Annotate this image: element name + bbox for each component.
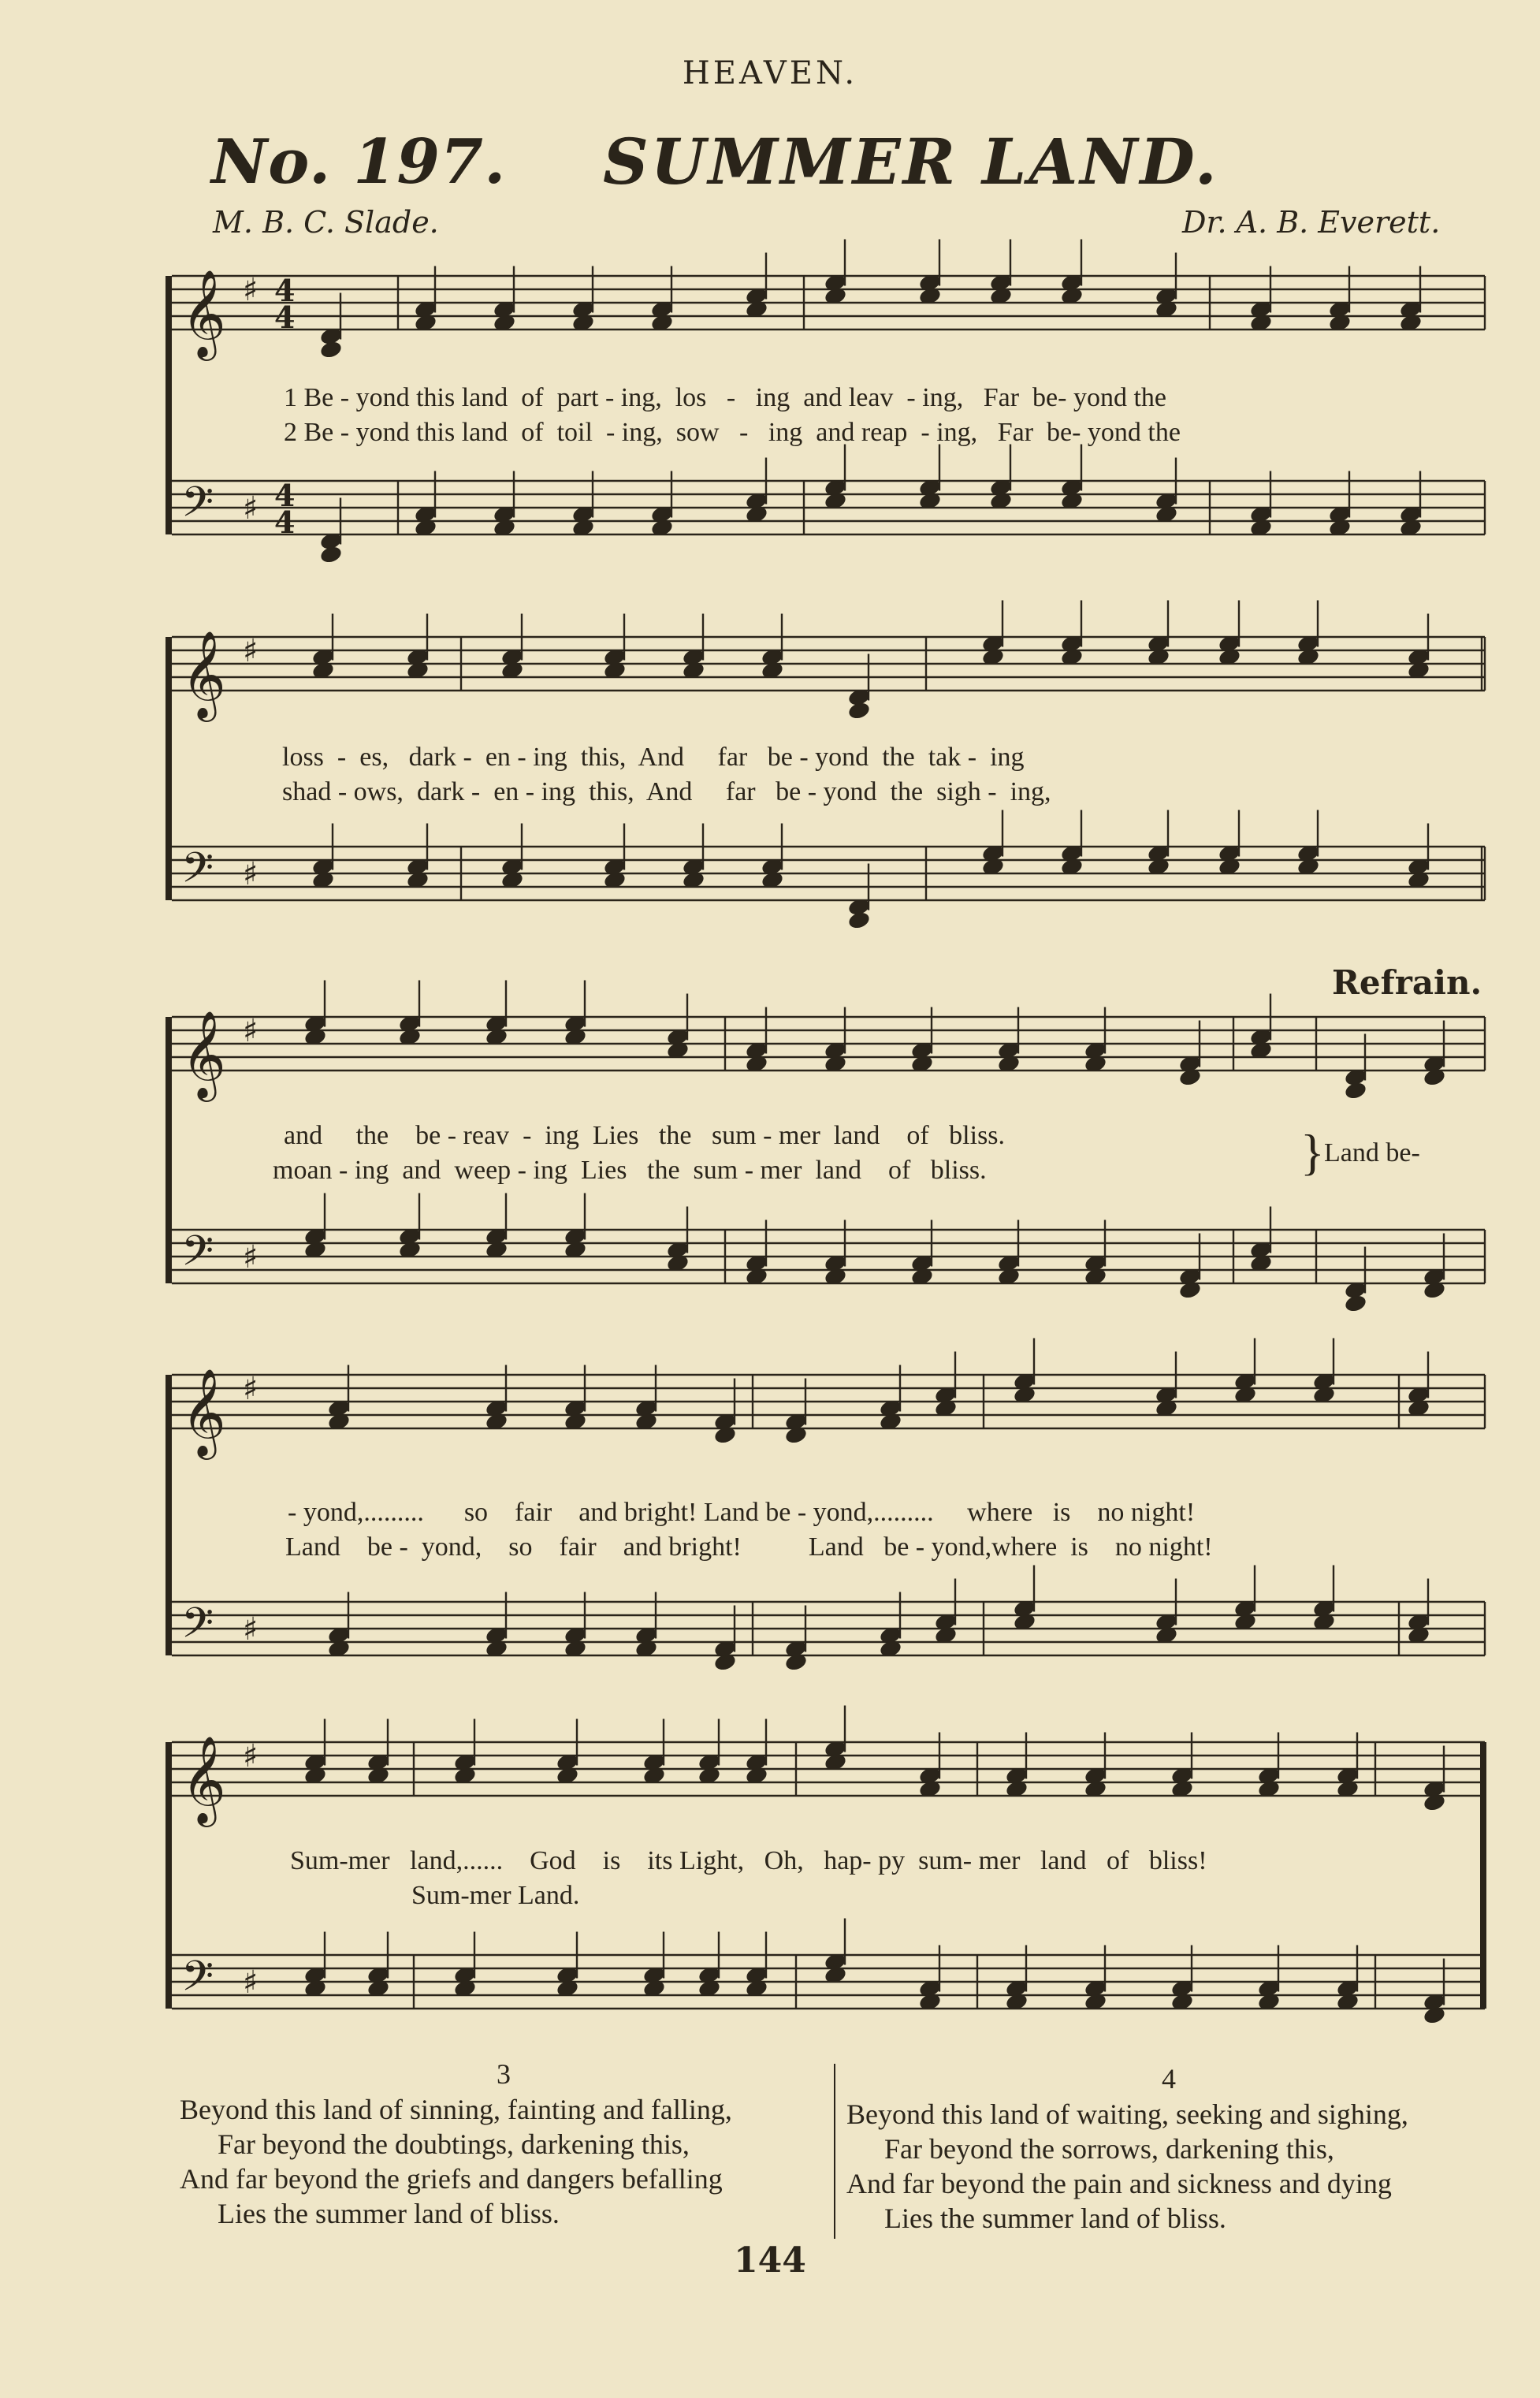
- lyric-syllable: the: [890, 777, 924, 806]
- treble-clef-icon: 𝄞: [181, 269, 226, 357]
- lyric-syllable: sum-: [918, 1846, 973, 1875]
- lyric-syllable: so: [463, 1498, 489, 1527]
- key-signature-sharp: ♯: [243, 1738, 259, 1774]
- lyric-syllable: no night!: [1097, 1498, 1196, 1527]
- lyric-syllable: and bright!: [623, 1532, 742, 1562]
- lyric-syllable: God: [530, 1846, 576, 1875]
- lyric-syllable: - yond this land: [340, 418, 508, 447]
- lyric-syllable: -: [726, 383, 736, 412]
- lyric-syllable: -: [523, 1121, 532, 1150]
- verse-line: Far beyond the sorrows, darkening this,: [884, 2133, 1334, 2165]
- lyric-syllable: Land: [285, 1532, 340, 1562]
- verse-line: Lies the summer land of bliss.: [218, 2198, 560, 2229]
- treble-clef-icon: 𝄞: [181, 1735, 226, 1823]
- lyric-syllable: -: [739, 418, 749, 447]
- running-header: HEAVEN.: [682, 55, 858, 91]
- key-signature-sharp: ♯: [243, 490, 259, 527]
- note-head: [319, 545, 344, 565]
- key-signature-sharp: ♯: [243, 272, 259, 308]
- lyric-syllable: moan: [273, 1156, 333, 1185]
- bass-clef-icon: 𝄢: [181, 1599, 214, 1658]
- lyric-syllable: -: [906, 383, 916, 412]
- lyric-syllable: Lies: [580, 1156, 627, 1185]
- lyric-syllable: of: [887, 1156, 911, 1185]
- lyric-syllable: ing: [354, 1156, 389, 1185]
- lyric-syllable: Land: [808, 1532, 864, 1562]
- lyric-syllable: so: [508, 1532, 533, 1562]
- lyric-syllable: of: [521, 383, 544, 412]
- lyric-line: [285, 1532, 1213, 1562]
- lyric-syllable: the: [882, 743, 915, 772]
- lyric-syllable: ing,: [922, 383, 964, 412]
- note-head: [1344, 1081, 1368, 1101]
- lyric-syllable: and: [284, 1121, 323, 1150]
- lyricist-credit: M. B. C. Slade.: [213, 205, 439, 240]
- time-signature-bottom: 4: [274, 300, 296, 335]
- lyric-syllable: -: [517, 743, 526, 772]
- lyric-syllable: toil: [556, 418, 593, 447]
- lyric-syllable: -: [471, 777, 481, 806]
- lyric-bracket-text: Land be-: [1324, 1138, 1420, 1167]
- lyric-syllable: Oh,: [764, 1846, 804, 1875]
- lyric-syllable: Far: [983, 383, 1020, 412]
- lyric-syllable: is: [602, 1846, 621, 1875]
- lyric-syllable: - yond this land: [340, 383, 508, 412]
- lyric-syllable: - yond,where: [915, 1532, 1058, 1562]
- lyric-syllable: fair: [515, 1498, 552, 1527]
- lyric-line: [284, 1121, 1005, 1151]
- lyric-syllable: be: [765, 1498, 791, 1527]
- lyric-syllable: dark: [416, 777, 465, 806]
- lyric-syllable: Land: [703, 1498, 759, 1527]
- verse-line: And far beyond the pain and sickness and dying: [846, 2168, 1392, 2199]
- lyric-line: [411, 1881, 579, 1911]
- lyric-syllable: ing: [533, 743, 567, 772]
- key-signature-sharp: ♯: [243, 1239, 259, 1275]
- lyric-syllable: be- yond the: [1047, 418, 1181, 447]
- lyric-syllable: and: [402, 1156, 441, 1185]
- lyric-syllable: -: [337, 743, 347, 772]
- lyric-syllable: - ing,: [604, 383, 662, 412]
- lyric-syllable: bliss.: [930, 1156, 987, 1185]
- lyric-syllable: be: [883, 1532, 909, 1562]
- lyric-syllable: fair: [559, 1532, 597, 1562]
- lyric-syllable: and bright!: [578, 1498, 697, 1527]
- lyric-syllable: be: [366, 1532, 392, 1562]
- lyric-syllable: - yond,.........: [288, 1498, 424, 1527]
- lyric-syllable: land: [833, 1121, 880, 1150]
- lyric-syllable: 1 Be: [284, 383, 334, 412]
- lyric-syllable: ing: [545, 1121, 579, 1150]
- lyric-syllable: ing: [768, 418, 803, 447]
- lyric-syllable: of: [1107, 1846, 1129, 1875]
- lyric-syllable: far: [725, 777, 756, 806]
- lyric-syllable: bliss.: [949, 1121, 1006, 1150]
- lyric-syllable: -: [967, 743, 977, 772]
- key-signature-sharp: ♯: [243, 1611, 259, 1648]
- time-signature-bottom: 4: [274, 505, 296, 540]
- verse-divider: [834, 2064, 835, 2239]
- lyric-syllable: ing: [541, 777, 576, 806]
- lyric-syllable: - yond: [799, 743, 869, 772]
- lyric-syllable: the: [647, 1156, 680, 1185]
- lyric-brace: }: [1300, 1124, 1325, 1180]
- lyric-syllable: be: [776, 777, 802, 806]
- lyric-syllable: - ows,: [337, 777, 404, 806]
- refrain-label: Refrain.: [1332, 963, 1482, 1002]
- lyric-syllable: - ing,: [605, 418, 663, 447]
- lyric-syllable: - yond,.........: [797, 1498, 934, 1527]
- lyric-syllable: no night!: [1114, 1532, 1213, 1562]
- lyric-syllable: land,......: [410, 1846, 504, 1875]
- time-signature-top: 4: [274, 273, 296, 308]
- hymn-number: No. 197.: [211, 126, 507, 198]
- lyric-syllable: of: [906, 1121, 929, 1150]
- note-head: [847, 701, 872, 721]
- treble-clef-icon: 𝄞: [181, 630, 226, 718]
- lyric-syllable: -: [988, 777, 997, 806]
- page-number: 144: [734, 2240, 806, 2281]
- lyric-syllable: and leav: [803, 383, 894, 412]
- lyric-line: [282, 777, 1051, 807]
- lyric-syllable: Sum-mer Land.: [411, 1881, 580, 1910]
- verse-number: 3: [497, 2058, 511, 2090]
- lyric-syllable: weep: [454, 1156, 511, 1185]
- lyric-syllable: ing: [533, 1156, 567, 1185]
- system-brace: [166, 1742, 172, 2009]
- treble-clef-icon: 𝄞: [181, 1010, 226, 1098]
- lyric-syllable: land: [1040, 1846, 1087, 1875]
- composer-credit: Dr. A. B. Everett.: [1182, 205, 1441, 240]
- note-head: [319, 340, 344, 360]
- lyric-syllable: bliss!: [1148, 1846, 1207, 1875]
- lyric-syllable: its Light,: [647, 1846, 745, 1875]
- bass-clef-icon: 𝄢: [181, 1227, 214, 1286]
- lyric-syllable: ing,: [936, 418, 978, 447]
- lyric-line: [273, 1156, 987, 1186]
- key-signature-sharp: ♯: [243, 1371, 259, 1407]
- lyric-syllable: sum - mer: [711, 1121, 820, 1150]
- verse-3: [180, 2092, 732, 2231]
- lyric-syllable: tak: [928, 743, 962, 772]
- bass-clef-icon: 𝄢: [181, 844, 214, 903]
- lyric-syllable: -: [525, 777, 535, 806]
- bass-clef-icon: 𝄢: [181, 478, 214, 537]
- lyric-syllable: dark: [408, 743, 456, 772]
- lyric-syllable: -: [339, 1156, 348, 1185]
- lyric-syllable: Sum-mer: [290, 1846, 390, 1875]
- lyric-syllable: Far: [997, 418, 1034, 447]
- lyric-syllable: loss: [282, 743, 324, 772]
- lyric-syllable: the: [658, 1121, 692, 1150]
- lyric-syllable: and reap: [816, 418, 908, 447]
- hymn-title: SUMMER LAND.: [603, 125, 1219, 199]
- lyric-syllable: yond,: [421, 1532, 482, 1562]
- lyric-line: [290, 1846, 1207, 1876]
- note-head: [1344, 1294, 1368, 1314]
- verse-number: 4: [1162, 2063, 1176, 2095]
- lyric-syllable: where: [967, 1498, 1033, 1527]
- lyric-syllable: far: [717, 743, 748, 772]
- system-brace: [166, 1375, 172, 1655]
- lyric-syllable: ing,: [1010, 777, 1051, 806]
- lyric-syllable: this,: [580, 743, 627, 772]
- verse-line: And far beyond the griefs and dangers befalling: [180, 2163, 723, 2195]
- key-signature-sharp: ♯: [243, 1013, 259, 1049]
- lyric-line: [284, 418, 1181, 448]
- lyric-line: [284, 383, 1166, 413]
- system-brace: [166, 1017, 172, 1283]
- lyric-line: [288, 1498, 1195, 1528]
- lyric-syllable: the: [355, 1121, 389, 1150]
- lyric-syllable: sum - mer: [693, 1156, 802, 1185]
- verse-line: Far beyond the doubtings, darkening this,: [218, 2128, 690, 2160]
- verse-line: Beyond this land of waiting, seeking and sighing,: [846, 2098, 1408, 2130]
- bass-clef-icon: 𝄢: [181, 1953, 214, 2011]
- lyric-syllable: ing: [755, 383, 790, 412]
- lyric-syllable: shad: [282, 777, 332, 806]
- lyric-syllable: And: [638, 743, 685, 772]
- lyric-syllable: -: [399, 1532, 408, 1562]
- lyric-line: [282, 743, 1025, 773]
- verse-4: [846, 2097, 1408, 2236]
- lyric-syllable: los: [675, 383, 707, 412]
- lyric-syllable: be: [767, 743, 793, 772]
- lyric-syllable: ing: [990, 743, 1025, 772]
- key-signature-sharp: ♯: [243, 1964, 259, 2001]
- note-head: [847, 910, 872, 931]
- lyric-syllable: mer: [978, 1846, 1021, 1875]
- key-signature-sharp: ♯: [243, 856, 259, 892]
- system-brace: [166, 276, 172, 534]
- lyric-syllable: be- yond the: [1032, 383, 1166, 412]
- lyric-syllable: es,: [359, 743, 389, 772]
- lyric-syllable: is: [1052, 1498, 1071, 1527]
- lyric-syllable: -: [463, 743, 472, 772]
- lyric-syllable: - yond: [807, 777, 877, 806]
- lyric-syllable: land: [815, 1156, 861, 1185]
- time-signature-top: 4: [274, 478, 296, 513]
- lyric-syllable: be - reav: [415, 1121, 510, 1150]
- verse-line: Beyond this land of sinning, fainting and falling,: [180, 2094, 732, 2125]
- lyric-syllable: this,: [589, 777, 634, 806]
- key-signature-sharp: ♯: [243, 633, 259, 669]
- verse-line: Lies the summer land of bliss.: [884, 2203, 1226, 2234]
- lyric-syllable: -: [921, 418, 930, 447]
- lyric-syllable: hap- py: [824, 1846, 906, 1875]
- lyric-syllable: sigh: [936, 777, 981, 806]
- lyric-syllable: And: [645, 777, 693, 806]
- system-brace: [166, 637, 172, 900]
- lyric-syllable: en: [485, 743, 511, 772]
- lyric-syllable: en: [493, 777, 519, 806]
- lyric-syllable: of: [521, 418, 544, 447]
- lyric-syllable: -: [517, 1156, 526, 1185]
- lyric-syllable: Lies: [592, 1121, 639, 1150]
- lyric-syllable: sow: [675, 418, 720, 447]
- lyric-syllable: is: [1070, 1532, 1088, 1562]
- final-barline: [1480, 1742, 1486, 2009]
- treble-clef-icon: 𝄞: [181, 1368, 226, 1456]
- lyric-syllable: 2 Be: [284, 418, 334, 447]
- lyric-syllable: part: [556, 383, 599, 412]
